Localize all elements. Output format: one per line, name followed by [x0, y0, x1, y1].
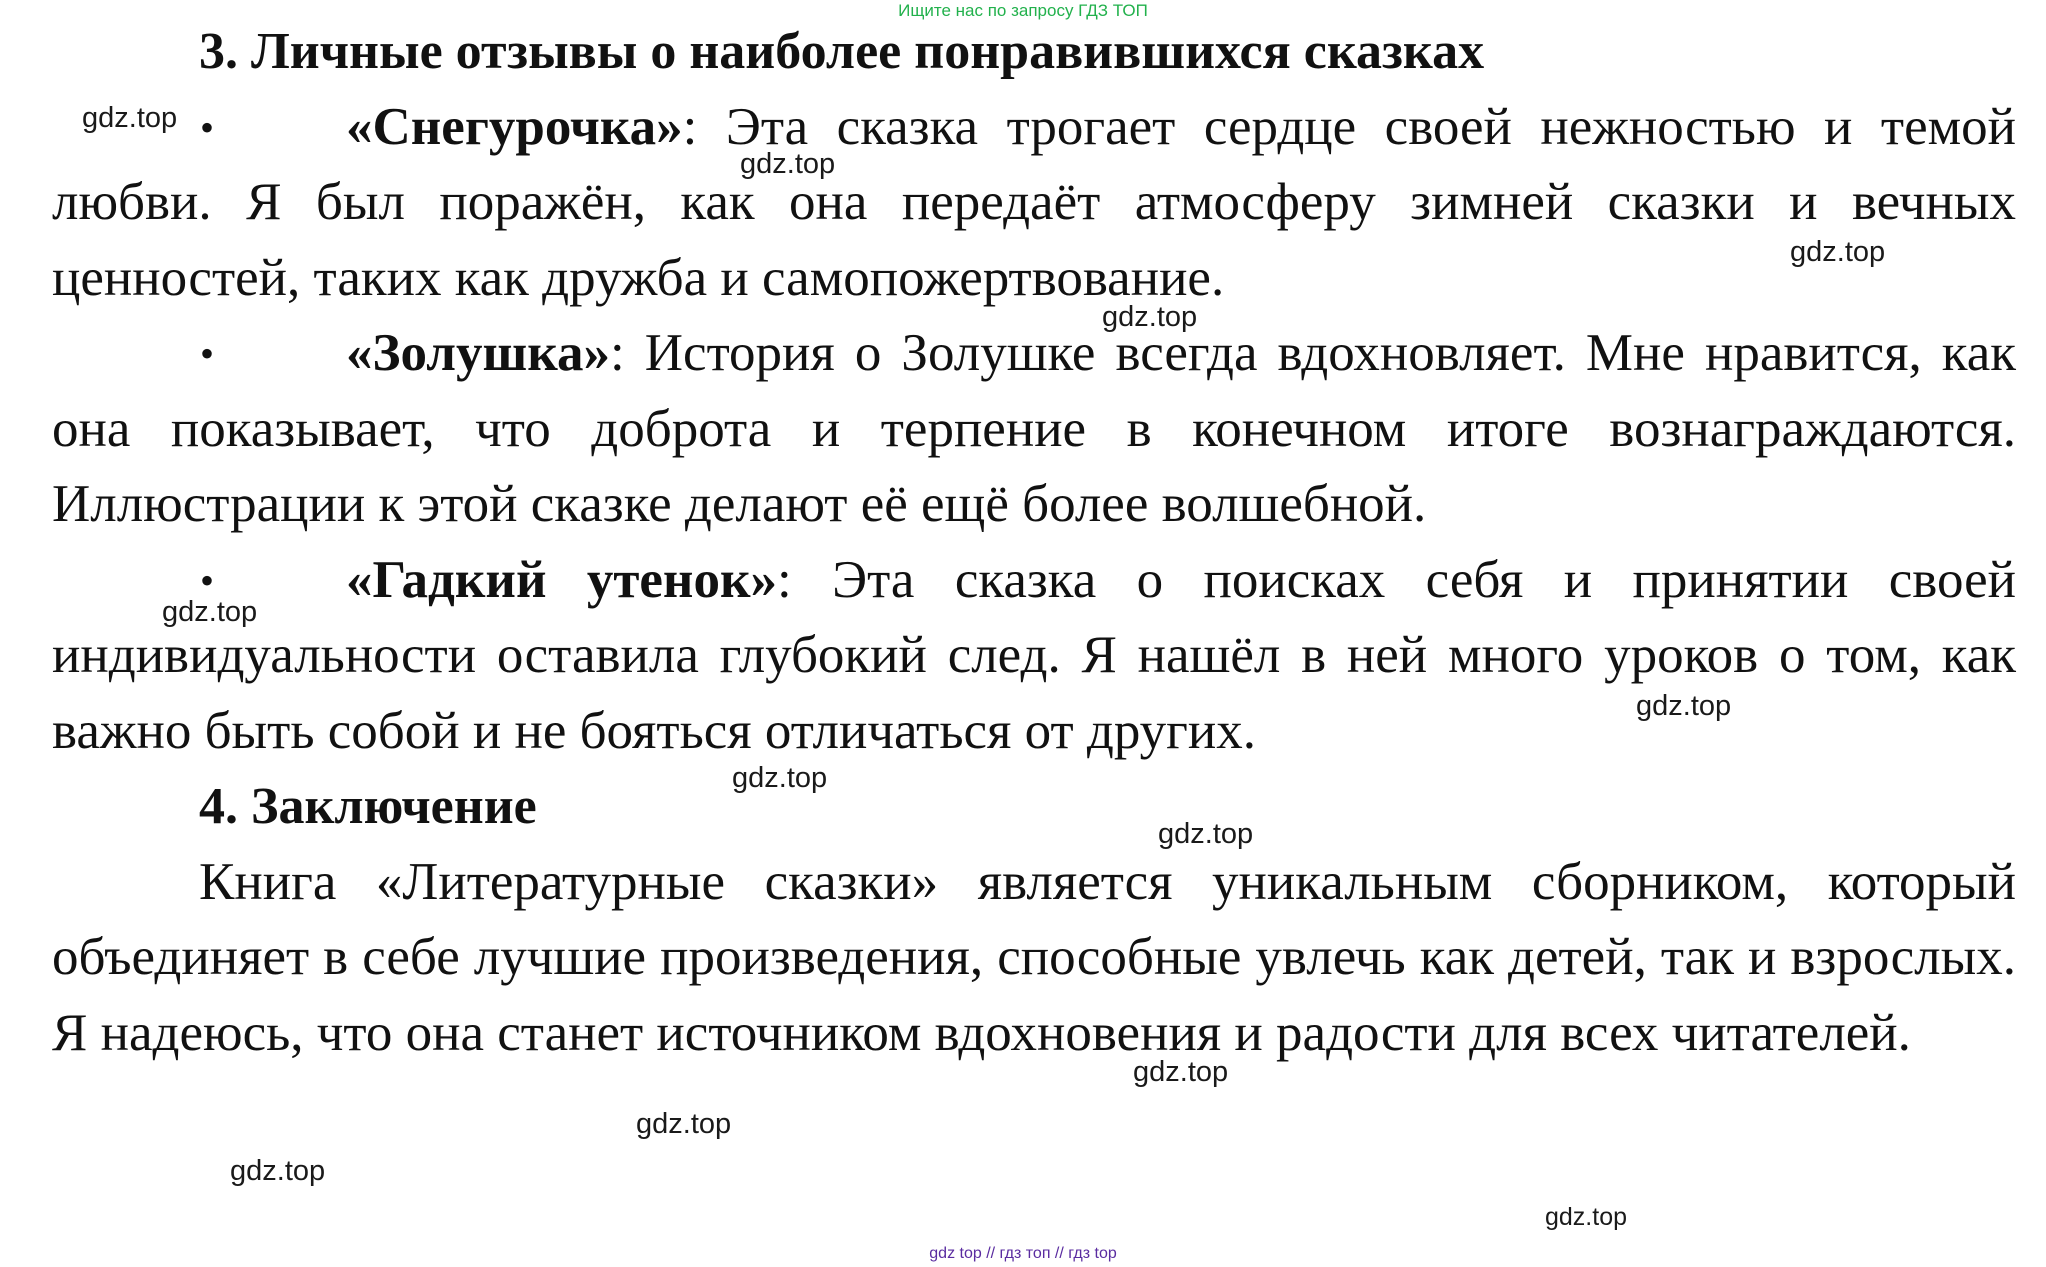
bullet-icon: •	[200, 557, 215, 603]
footer-watermark: gdz top // гдз топ // гдз top	[929, 1245, 1117, 1262]
watermark-text: gdz.top	[740, 148, 836, 180]
watermark-text: gdz.top	[1545, 1203, 1628, 1231]
watermark-text: gdz.top	[1790, 236, 1886, 268]
document-body	[52, 14, 2016, 1071]
review-text: : Эта сказка о поисках себя и принятии своей индивидуальности оставила глубокий след. Я нашёл в ней много уроков о том, как важно быть собой и не бояться отличаться от других.	[52, 550, 2016, 760]
review-text: : История о Золушке всегда вдохновляет. Мне нравится, как она показывает, что доброта и терпение в конечном итоге вознаграждаются. Иллюстрации к этой сказке делают её ещё более волшебной.	[52, 324, 2016, 533]
bullet-icon: •	[200, 104, 215, 150]
conclusion-paragraph: Книга «Литературные сказки» является уникальным сборником, который объединяет в себе лучшие произведения, способные увлечь как детей, так и взрослых. Я надеюсь, что она станет источником вдохновения и радости для всех читателей.	[52, 852, 2016, 1062]
watermark-text: gdz.top	[1158, 818, 1254, 850]
watermark-text: gdz.top	[162, 596, 258, 628]
tale-title: «Гадкий утенок»	[346, 550, 778, 609]
review-item-zolushka	[52, 316, 2016, 543]
watermark-text: gdz.top	[230, 1155, 326, 1187]
watermark-text: gdz.top	[636, 1108, 732, 1140]
review-item-snegurochka	[52, 90, 2016, 317]
watermark-text: gdz.top	[732, 762, 828, 794]
review-text: : Эта сказка трогает сердце своей нежностью и темой любви. Я был поражён, как она передаёт атмосферу зимней сказки и вечных ценностей, таких как дружба и самопожертвование.	[52, 97, 2016, 307]
search-hint-banner: Ищите нас по запросу ГДЗ ТОП	[898, 1, 1148, 20]
watermark-text: gdz.top	[82, 102, 178, 134]
review-item-gadkiy-utenok	[52, 543, 2016, 770]
section-4-heading: 4. Заключение	[199, 778, 537, 835]
tale-title: «Снегурочка»	[346, 97, 683, 156]
watermark-text: gdz.top	[1133, 1056, 1229, 1088]
watermark-text: gdz.top	[1102, 301, 1198, 333]
tale-title: «Золушка»	[346, 324, 610, 382]
watermark-text: gdz.top	[1636, 690, 1732, 722]
section-3-heading: 3. Личные отзывы о наиболее понравившихся сказках	[199, 23, 1485, 80]
bullet-icon: •	[200, 331, 215, 376]
